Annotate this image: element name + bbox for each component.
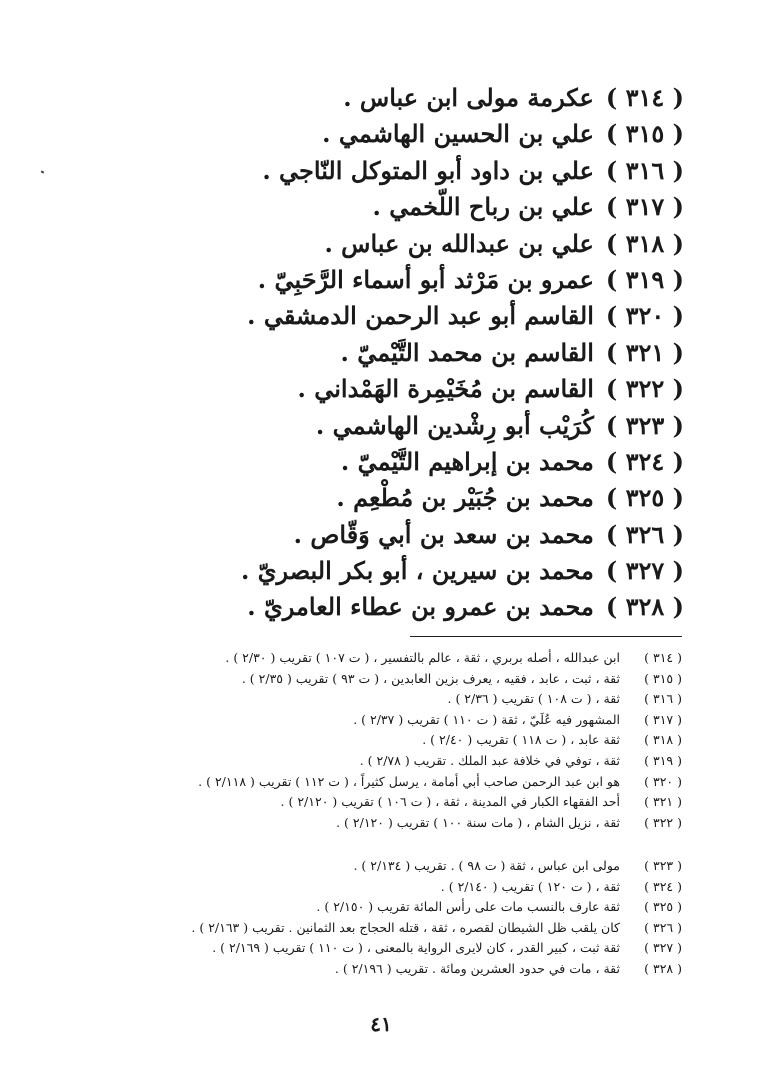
- footnote-text: ثقة ، توفي في خلافة عبد الملك . تقريب ( ٢/٧٨ ) .: [359, 752, 620, 768]
- footnote-text: ثقة ، ( ت ١٠٨ ) تقريب ( ٢/٣٦ ) .: [447, 691, 620, 707]
- footnote-text: ثقة ، ثبت ، عابد ، فقيه ، يعرف بزين العابدين ، ( ت ٩٣ ) تقريب ( ٢/٣٥ ) .: [241, 670, 620, 686]
- footnote-text: ثقة ، نزيل الشام ، ( مات سنة ١٠٠ ) تقريب ( ٢/١٢٠ ) .: [336, 814, 620, 830]
- entry-text: علي بن الحسين الهاشمي .: [322, 119, 594, 149]
- footnote-number: ( ٣١٥ ): [644, 670, 682, 686]
- entry-text: محمد بن عمرو بن عطاء العامريّ .: [247, 592, 594, 622]
- footnote-text: ابن عبدالله ، أصله بربري ، ثقة ، عالم بالتفسير ، ( ت ١٠٧ ) تقريب ( ٢/٣٠ ) .: [225, 650, 620, 665]
- narrator-list: [124, 80, 684, 626]
- entry-text: عمرو بن مَرْثد أبو أسماء الرَّحَبِيّ .: [257, 264, 594, 294]
- narrator-entry: [124, 226, 684, 262]
- footnote-text: أحد الفقهاء الكبار في المدينة ، ثقة ، ( ت ١٠٦ ) تقريب ( ٢/١٢٠ ) .: [280, 794, 620, 810]
- entry-number: ( ٣٢٢ ): [605, 374, 684, 404]
- footnote-divider: [410, 636, 682, 637]
- footnote-text: مولى ابن عباس ، ثقة ( ت ٩٨ ) . تقريب ( ٢/١٣٤ ) .: [353, 858, 620, 873]
- footnote-number: ( ٣٢٥ ): [644, 899, 682, 915]
- entry-text: القاسم بن محمد التَّيْميّ .: [340, 337, 594, 367]
- footnote-number: ( ٣١٨ ): [644, 732, 682, 748]
- footnotes-group-2: [62, 856, 682, 980]
- footnote-number: ( ٣٢٧ ): [644, 940, 682, 956]
- entry-number: ( ٣١٩ ): [605, 264, 684, 294]
- entry-text: محمد بن جُبَيْر بن مُطْعِم .: [336, 483, 594, 513]
- footnote: [62, 669, 682, 690]
- entry-text: عكرمة مولى ابن عباس .: [343, 83, 594, 112]
- entry-number: ( ٣١٦ ): [605, 155, 684, 185]
- entry-number: ( ٣٢٠ ): [605, 301, 684, 331]
- entry-number: ( ٣٢٧ ): [605, 556, 684, 586]
- footnote: [62, 648, 682, 669]
- footnote-text: هو ابن عبد الرحمن صاحب أبي أمامة ، يرسل كثيراً ، ( ت ١١٢ ) تقريب ( ٢/١١٨ ) .: [198, 773, 620, 789]
- footnote-number: ( ٣١٦ ): [644, 691, 682, 707]
- footnote: [62, 938, 682, 959]
- entry-number: ( ٣٢٥ ): [605, 483, 684, 513]
- footnote-number: ( ٣٢٦ ): [644, 919, 682, 935]
- footnote-number: ( ٣٢٠ ): [644, 773, 682, 789]
- entry-number: ( ٣٢١ ): [605, 337, 684, 367]
- footnote-text: ثقة عارف بالنسب مات على رأس المائة تقريب ( ٢/١٥٠ ) .: [316, 899, 620, 915]
- footnote-text: ثقة ثبت ، كبير القدر ، كان لايرى الرواية بالمعنى ، ( ت ١١٠ ) تقريب ( ٢/١٦٩ ) .: [212, 940, 620, 956]
- footnote: [62, 897, 682, 918]
- entry-number: ( ٣٢٣ ): [605, 410, 684, 440]
- entry-text: محمد بن إبراهيم التَّيْميّ .: [340, 446, 594, 476]
- narrator-entry: [124, 589, 684, 625]
- page-number: ٤١: [370, 1012, 392, 1036]
- entry-text: القاسم بن مُخَيْمِرة الهَمْداني .: [297, 374, 594, 404]
- footnote-number: ( ٣١٤ ): [644, 650, 682, 665]
- entry-number: ( ٣١٨ ): [605, 228, 684, 258]
- narrator-entry: [124, 408, 684, 444]
- narrator-entry: [124, 153, 684, 189]
- entry-text: كُرَيْب أبو رِشْدين الهاشمي .: [315, 410, 594, 440]
- entry-number: ( ٣٢٤ ): [605, 446, 684, 476]
- entry-text: محمد بن سعد بن أبي وَقّاص .: [293, 519, 594, 549]
- narrator-entry: [124, 553, 684, 589]
- footnote: [62, 813, 682, 834]
- footnote: [62, 856, 682, 877]
- narrator-entry: [124, 335, 684, 371]
- footnote: [62, 772, 682, 793]
- footnote-text: ثقة ، ( ت ١٢٠ ) تقريب ( ٢/١٤٠ ) .: [440, 878, 620, 894]
- footnote-text: المشهور فيه عُلَيّ ، ثقة ( ت ١١٠ ) تقريب ( ٢/٣٧ ) .: [353, 711, 620, 727]
- footnote-number: ( ٣٢٣ ): [644, 858, 682, 873]
- narrator-entry: [124, 298, 684, 334]
- footnote: [62, 792, 682, 813]
- entry-number: ( ٣٢٦ ): [605, 519, 684, 549]
- footnote-text: ثقة عابد ، ( ت ١١٨ ) تقريب ( ٢/٤٠ ) .: [422, 732, 620, 748]
- narrator-entry: [124, 480, 684, 516]
- footnote-number: ( ٣٢٤ ): [644, 878, 682, 894]
- footnote-number: ( ٣٢٢ ): [644, 814, 682, 830]
- narrator-entry: [124, 371, 684, 407]
- entry-number: ( ٣١٥ ): [605, 119, 684, 149]
- footnote-text: كان يلقب ظل الشيطان لقصره ، ثقة ، قتله الحجاج بعد الثمانين . تقريب ( ٢/١٦٣ ) .: [191, 919, 620, 935]
- scan-speck: [41, 170, 45, 173]
- entry-number: ( ٣١٧ ): [605, 192, 684, 222]
- entry-text: علي بن رباح اللّخمي .: [372, 192, 594, 222]
- footnote-number: ( ٣٢٨ ): [644, 960, 682, 976]
- footnotes-group-1: [62, 648, 682, 833]
- footnote-number: ( ٣١٧ ): [644, 711, 682, 727]
- narrator-entry: [124, 517, 684, 553]
- entry-text: القاسم أبو عبد الرحمن الدمشقي .: [247, 301, 594, 331]
- entry-text: محمد بن سيرين ، أبو بكر البصريّ .: [241, 556, 594, 586]
- footnote: [62, 730, 682, 751]
- footnote: [62, 710, 682, 731]
- narrator-entry: [124, 80, 684, 116]
- narrator-entry: [124, 116, 684, 152]
- narrator-entry: [124, 262, 684, 298]
- footnote: [62, 918, 682, 939]
- footnote-number: ( ٣٢١ ): [644, 794, 682, 810]
- entry-number: ( ٣٢٨ ): [605, 592, 684, 622]
- narrator-entry: [124, 444, 684, 480]
- narrator-entry: [124, 189, 684, 225]
- entry-text: علي بن داود أبو المتوكل النّاجي .: [262, 155, 594, 185]
- footnote-text: ثقة ، مات في حدود العشرين ومائة . تقريب ( ٢/١٩٦ ) .: [334, 960, 620, 976]
- footnote: [62, 689, 682, 710]
- footnote: [62, 959, 682, 980]
- entry-number: ( ٣١٤ ): [605, 83, 684, 112]
- footnote: [62, 751, 682, 772]
- footnote: [62, 877, 682, 898]
- entry-text: علي بن عبدالله بن عباس .: [324, 228, 594, 258]
- footnote-number: ( ٣١٩ ): [644, 752, 682, 768]
